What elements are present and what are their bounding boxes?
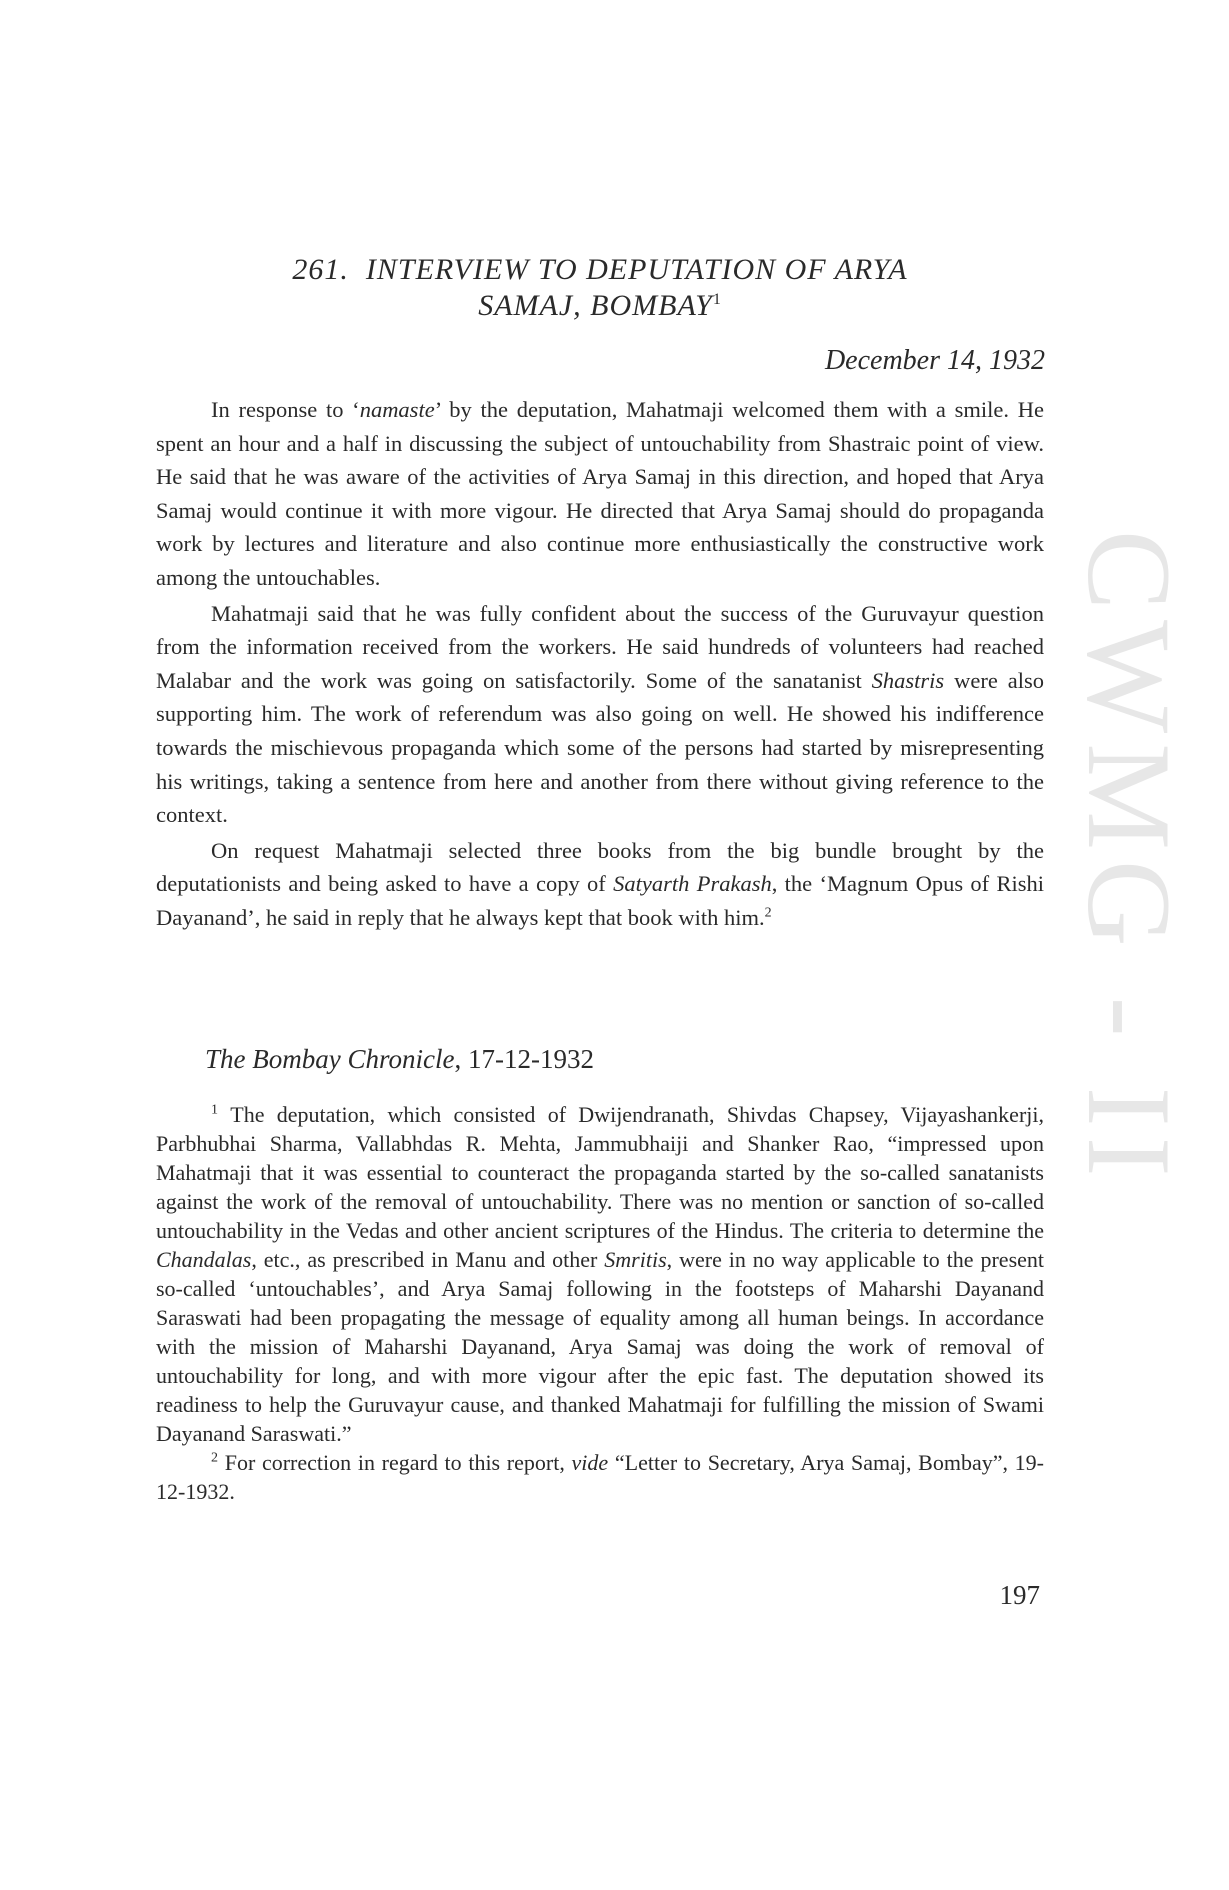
fn2-text-start: For correction in regard to this report, (224, 1450, 572, 1475)
fn1-italic-2: Smritis (604, 1247, 667, 1272)
heading-line-2: SAMAJ, BOMBAY (478, 289, 713, 322)
footnote-2 (156, 1448, 1044, 1506)
watermark: CWMG - II (1063, 530, 1196, 1187)
footnote-1 (156, 1100, 1044, 1448)
source-citation (205, 1044, 594, 1075)
p3-footnote-mark: 2 (764, 905, 772, 921)
p2-italic: Shastris (871, 667, 945, 693)
fn1-text-mid: , etc., as prescribed in Manu and other (251, 1247, 605, 1272)
heading-footnote-mark: 1 (712, 291, 722, 308)
p2-text-start: Mahatmaji said that he was fully confident about the success of the Guruvayur question from the information received from the workers. He said hundreds of volunteers had reached Malabar and the work was going on satisfactorily. Some of the sanatanist (156, 600, 1044, 693)
paragraph-1 (156, 393, 1044, 595)
dateline: December 14, 1932 (824, 345, 1045, 376)
fn2-italic: vide (571, 1450, 609, 1475)
source-title: The Bombay Chronicle (205, 1044, 455, 1074)
footnotes (156, 1100, 1044, 1506)
article-heading (150, 252, 1050, 324)
paragraph-3 (156, 834, 1044, 935)
footnote-1-mark: 1 (211, 1102, 218, 1118)
p2-text-end: were also supporting him. The work of referendum was also going on well. He showed his indifference towards the mischievous propaganda which some of the persons had started by misrepresenting his writings, taking a sentence from here and another from there without giving reference to the context. (156, 667, 1044, 828)
p1-text-end: ’ by the deputation, Mahatmaji welcomed them with a smile. He spent an hour and a half in discussing the subject of untouchability from Shastraic point of view. He said that he was aware of the activities of Arya Samaj in this direction, and hoped that Arya Samaj would continue it with more vigour. He directed that Arya Samaj should do propaganda work by lectures and literature and also continue more enthusiastically the constructive work among the untouchables. (156, 397, 1044, 590)
p3-text-start: On request Mahatmaji selected three books from the big bundle brought by the deputationists and being asked to have a copy of (156, 837, 1044, 897)
p1-italic: namaste (359, 397, 435, 422)
article-body (156, 393, 1044, 935)
p1-text-start: In response to ‘ (211, 397, 360, 422)
footnote-2-mark: 2 (211, 1450, 218, 1466)
page-number: 197 (999, 1580, 1040, 1610)
paragraph-2 (156, 597, 1044, 832)
fn1-italic-1: Chandalas (156, 1247, 252, 1272)
p3-italic: Satyarth Prakash (613, 871, 772, 897)
article-number: 261. (292, 253, 349, 286)
heading-line-1: INTERVIEW TO DEPUTATION OF ARYA (365, 253, 908, 286)
fn2-text-end: “Letter to Secretary, Arya Samaj, Bombay”, 19-12-1932. (156, 1450, 1045, 1504)
fn1-text-start: The deputation, which consisted of Dwijendranath, Shivdas Chapsey, Vijayashankerji, Parbhubhai Sharma, Vallabhdas R. Mehta, Jammubhaiji and Shanker Rao, “impressed upon Mahatmaji that it was essential to counteract the propaganda started by the so-called sanatanists against the work of the removal of untouchability. There was no mention or sanction of so-called untouchability in the Vedas and other ancient scriptures of the Hindus. The criteria to determine the (156, 1102, 1045, 1243)
fn1-text-end: , were in no way applicable to the present so-called ‘untouchables’, and Arya Samaj following in the footsteps of Maharshi Dayanand Saraswati had been propagating the message of equality among all human beings. In accordance with the mission of Maharshi Dayanand, Arya Samaj was doing the work of removal of untouchability for long, and with more vigour after the epic fast. The deputation showed its readiness to help the Guruvayur cause, and thanked Mahatmaji for fulfilling the mission of Swami Dayanand Saraswati.” (156, 1247, 1045, 1446)
p3-text-end: , the ‘Magnum Opus of Rishi Dayanand’, he said in reply that he always kept that book with him. (156, 871, 1044, 930)
source-date: , 17-12-1932 (454, 1044, 594, 1074)
